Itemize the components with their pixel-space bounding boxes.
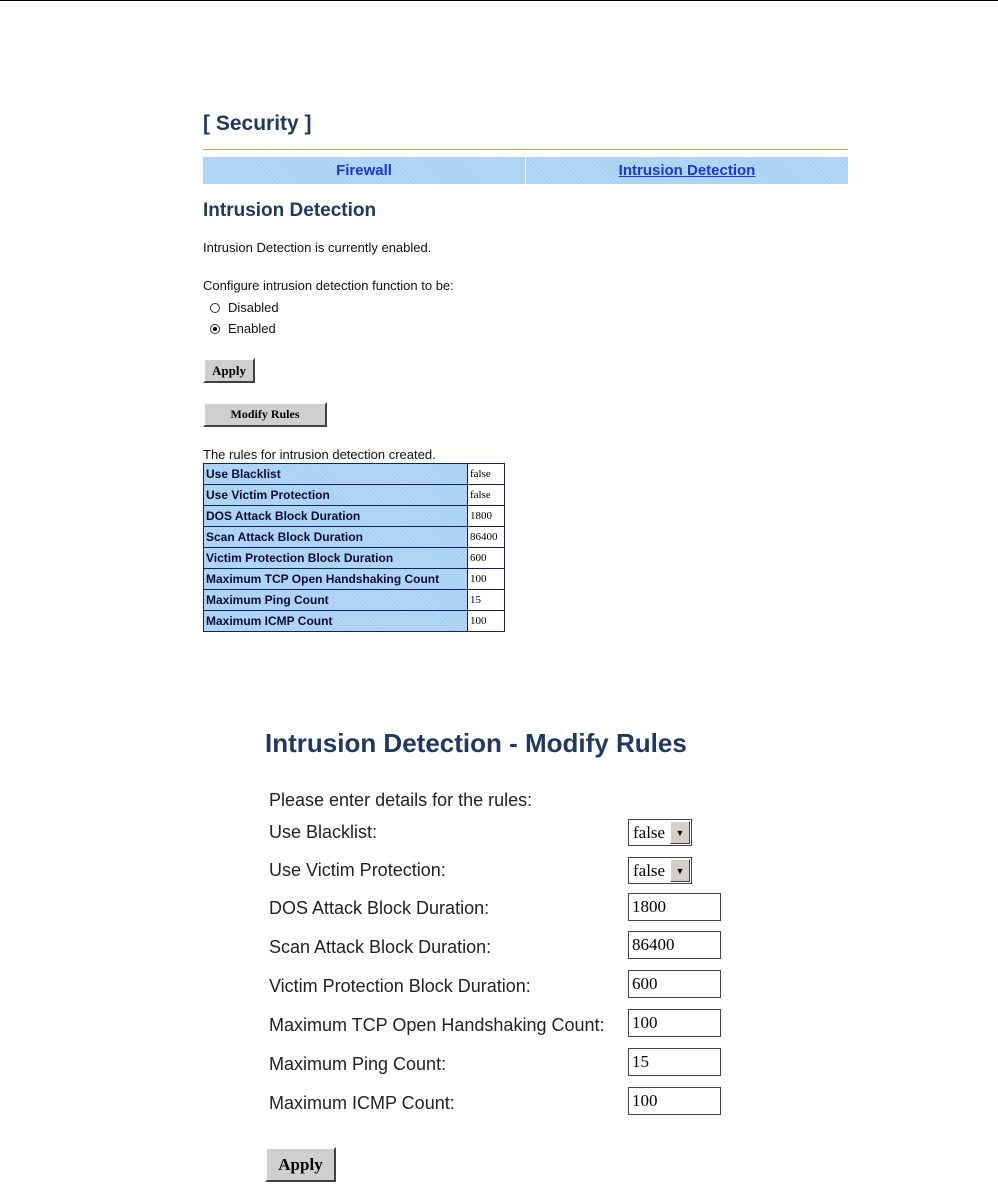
modify-apply-button[interactable]: Apply <box>265 1147 336 1182</box>
radio-disabled[interactable] <box>210 303 220 313</box>
table-row <box>204 569 505 590</box>
radio-option-enabled[interactable] <box>210 321 276 336</box>
field-label-max-tcp-open-handshaking-count: Maximum TCP Open Handshaking Count: <box>269 1015 605 1035</box>
field-label-use-victim-protection: Use Victim Protection: <box>269 860 446 880</box>
select-value: false <box>633 860 666 880</box>
field-label-max-icmp-count: Maximum ICMP Count: <box>269 1093 455 1113</box>
table-row <box>204 590 505 611</box>
rule-name: DOS Attack Block Duration <box>204 506 468 527</box>
rule-name: Victim Protection Block Duration <box>204 548 468 569</box>
table-row <box>204 464 505 485</box>
radio-disabled-label: Disabled <box>228 300 279 315</box>
table-row <box>204 548 505 569</box>
title-divider <box>203 149 848 150</box>
max-ping-count-input[interactable] <box>628 1048 721 1076</box>
rule-name: Maximum TCP Open Handshaking Count <box>204 569 468 590</box>
chevron-down-icon[interactable]: ▼ <box>670 859 690 882</box>
rule-value: 86400 <box>468 527 505 548</box>
modify-rules-heading: Intrusion Detection - Modify Rules <box>265 728 687 758</box>
configure-prompt: Configure intrusion detection function to be: <box>203 278 454 293</box>
section-heading: Intrusion Detection <box>203 200 377 221</box>
scan-attack-block-duration-input[interactable] <box>628 931 721 959</box>
rule-name: Use Blacklist <box>204 464 468 485</box>
field-label-victim-protection-block-duration: Victim Protection Block Duration: <box>269 976 531 996</box>
rule-name: Maximum ICMP Count <box>204 611 468 632</box>
security-tab-bar <box>203 157 848 184</box>
tab-intrusion-detection[interactable]: Intrusion Detection <box>525 157 848 184</box>
rules-table <box>203 463 505 632</box>
table-row <box>204 485 505 506</box>
max-icmp-count-input[interactable] <box>628 1087 721 1115</box>
modify-rules-button[interactable]: Modify Rules <box>203 402 327 427</box>
rule-value: 100 <box>468 569 505 590</box>
page-top-border <box>0 0 998 1</box>
rule-value: 1800 <box>468 506 505 527</box>
rule-name: Use Victim Protection <box>204 485 468 506</box>
rule-value: 100 <box>468 611 505 632</box>
rule-name: Maximum Ping Count <box>204 590 468 611</box>
select-value: false <box>633 822 666 842</box>
victim-protection-block-duration-input[interactable] <box>628 970 721 998</box>
use-victim-protection-select[interactable] <box>628 857 692 884</box>
table-row <box>204 506 505 527</box>
rule-value: 15 <box>468 590 505 611</box>
tab-firewall[interactable]: Firewall <box>203 157 525 184</box>
rule-value: 600 <box>468 548 505 569</box>
radio-option-disabled[interactable] <box>210 300 279 315</box>
table-row <box>204 611 505 632</box>
rule-name: Scan Attack Block Duration <box>204 527 468 548</box>
rules-caption: The rules for intrusion detection created. <box>203 447 436 462</box>
page-title: [ Security ] <box>203 112 312 135</box>
rule-value: false <box>468 464 505 485</box>
chevron-down-icon[interactable]: ▼ <box>670 821 690 844</box>
rule-value: false <box>468 485 505 506</box>
field-label-scan-attack-block-duration: Scan Attack Block Duration: <box>269 937 492 957</box>
modify-rules-prompt: Please enter details for the rules: <box>269 790 533 810</box>
apply-button[interactable]: Apply <box>203 358 255 383</box>
field-label-max-ping-count: Maximum Ping Count: <box>269 1054 447 1074</box>
field-label-use-blacklist: Use Blacklist: <box>269 822 378 842</box>
radio-enabled[interactable] <box>210 324 220 334</box>
field-label-dos-attack-block-duration: DOS Attack Block Duration: <box>269 898 490 918</box>
radio-enabled-label: Enabled <box>228 321 276 336</box>
max-tcp-open-handshaking-count-input[interactable] <box>628 1009 721 1037</box>
status-text: Intrusion Detection is currently enabled. <box>203 240 432 255</box>
dos-attack-block-duration-input[interactable] <box>628 893 721 921</box>
use-blacklist-select[interactable] <box>628 819 692 846</box>
table-row <box>204 527 505 548</box>
